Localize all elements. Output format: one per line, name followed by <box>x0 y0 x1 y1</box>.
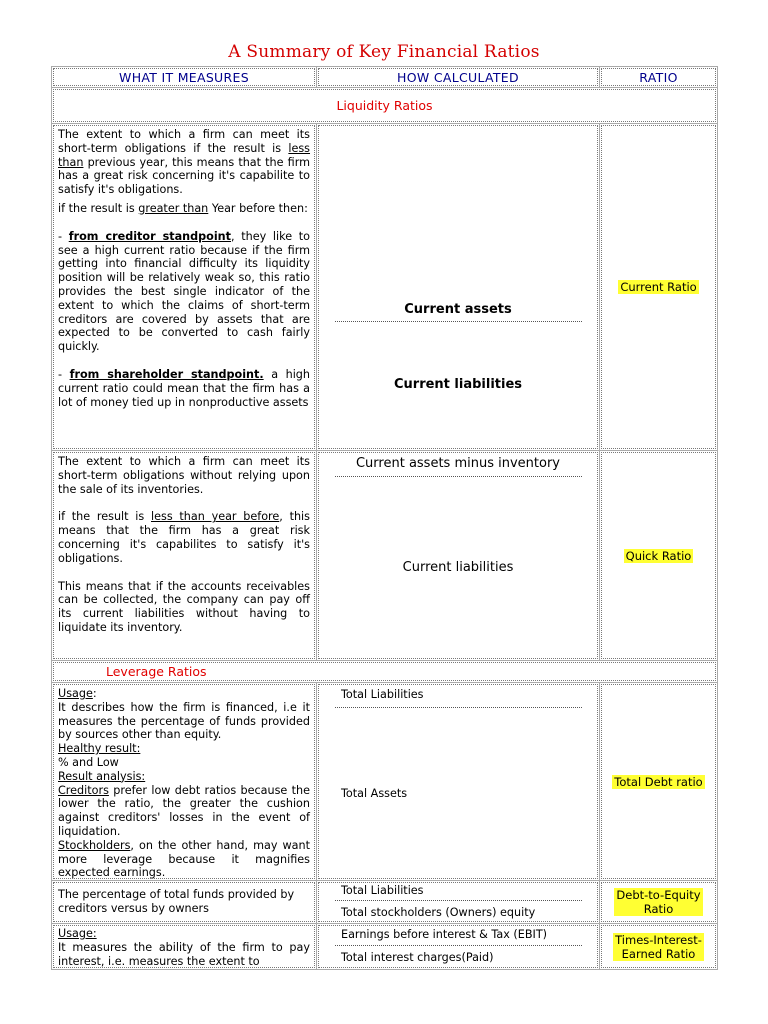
cr-p1-end: previous year, this means that the firm has a great risk concerning it's capabilite to satisfy it's obligations. <box>58 155 310 197</box>
debt-equity-label <box>614 888 702 916</box>
tie-numerator: Earnings before interest & Tax (EBIT) <box>341 928 548 941</box>
fraction-line <box>335 476 582 477</box>
cr-p4-dash: - <box>58 367 63 381</box>
tie-usage-label: Usage: <box>58 927 97 940</box>
tie-denominator: Total interest charges(Paid) <box>341 951 494 964</box>
fraction-line <box>335 321 582 322</box>
cr-p3-dash: - <box>58 229 63 243</box>
document-title: A Summary of Key Financial Ratios <box>228 42 540 62</box>
times-interest-description <box>51 923 317 970</box>
cr-p1-underlined: less than <box>58 141 311 169</box>
td-usage-colon: : <box>92 687 97 700</box>
cr-p2-end: Year before then: <box>211 201 308 215</box>
times-interest-label-line2: Earned Ratio <box>621 946 696 961</box>
debt-equity-cell <box>599 880 718 924</box>
quick-ratio-cell <box>599 450 718 661</box>
qr-p2-underlined: less than year before <box>151 510 280 524</box>
qr-p1: The extent to which a firm can meet its short-term obligations without relying upon the sale of its inventories. <box>58 455 310 496</box>
qr-denominator: Current liabilities <box>402 560 514 575</box>
td-healthy-text: % and Low <box>58 755 119 769</box>
fraction-line <box>335 945 582 946</box>
total-debt-formula <box>316 682 600 881</box>
td-analysis-label: Result analysis: <box>58 769 146 783</box>
td-numerator: Total Liabilities <box>341 688 424 701</box>
debt-equity-label-line2: Ratio <box>643 902 674 916</box>
header-what-it-measures: WHAT IT MEASURES <box>51 66 317 88</box>
cr-p1: The extent to which a firm can meet its short-term obligations if the result is <box>58 128 310 155</box>
total-debt-description <box>51 682 317 881</box>
debt-equity-formula <box>316 880 600 924</box>
td-creditors-text: prefer low debt ratios because the lower the ratio, the greater the cushion against creditors' losses in the event of liquidation. <box>58 783 310 838</box>
current-ratio-description <box>51 123 317 451</box>
times-interest-label <box>613 933 704 961</box>
current-ratio-label: Current Ratio <box>620 280 697 294</box>
cr-numerator: Current assets <box>404 302 512 317</box>
td-denominator: Total Assets <box>341 787 408 800</box>
current-ratio-formula <box>316 123 600 451</box>
quick-ratio-label: Quick Ratio <box>625 548 692 563</box>
fraction-line <box>335 707 582 708</box>
td-usage-text: It describes how the firm is financed, i.e it measures the percentage of funds provided by sources other than equity. <box>58 700 310 742</box>
qr-p2: if the result is <box>58 510 145 524</box>
times-interest-label-line1: Times-Interest- <box>615 932 702 947</box>
header-how-calculated: HOW CALCULATED <box>316 66 600 88</box>
cr-shareholder-standpoint: from shareholder standpoint. <box>69 367 264 381</box>
debt-equity-label-line1: Debt-to-Equity <box>616 888 701 902</box>
qr-p3: This means that if the accounts receivables can be collected, the company can pay off its current liabilities without having to liquidate its inventory. <box>58 579 310 634</box>
debt-equity-description: The percentage of total funds provided by creditors versus by owners <box>51 880 317 924</box>
quick-ratio-description <box>51 450 317 661</box>
td-healthy-label: Healthy result: <box>58 742 141 756</box>
tie-text: It measures the ability of the firm to pay interest, i.e. measures the extent to <box>58 940 310 968</box>
cr-p3-end: , they like to see a high current ratio because if the firm getting into financial difficulty its liquidity position will be relatively weak so, this ratio provides the best single indicator of the extent to which the claims of short-term creditors are covered by assets that are expected to be converted to cash fairly quickly. <box>58 229 310 354</box>
de-numerator: Total Liabilities <box>341 884 424 897</box>
cr-denominator: Current liabilities <box>393 377 522 392</box>
td-stockholders-label: Stockholders <box>58 838 131 852</box>
fraction-line <box>335 900 582 901</box>
td-stockholders-text: , on the other hand, may want more leverage because it magnifies expected earnings. <box>58 838 310 880</box>
current-ratio-cell <box>599 123 718 451</box>
td-usage-label: Usage <box>58 687 93 700</box>
total-debt-label: Total Debt ratio <box>614 774 703 789</box>
qr-p2-end: , this means that the firm has a great risk concerning it's capabilites to satisfy it's obligations. <box>58 510 310 565</box>
times-interest-cell <box>599 923 718 970</box>
td-creditors-label: Creditors <box>58 783 109 797</box>
de-denominator: Total stockholders (Owners) equity <box>341 906 536 919</box>
times-interest-formula <box>316 923 600 970</box>
cr-p4-end: a high current ratio could mean that the firm has a lot of money tied up in nonproductive assets <box>58 367 310 409</box>
cr-creditor-standpoint: from creditor standpoint <box>68 229 231 243</box>
ratios-table <box>51 66 718 970</box>
quick-ratio-formula <box>316 450 600 661</box>
section-liquidity-ratios: Liquidity Ratios <box>51 87 718 124</box>
cr-p2-underlined: greater than <box>138 201 209 215</box>
header-ratio: RATIO <box>599 66 718 88</box>
total-debt-cell <box>599 682 718 881</box>
qr-numerator: Current assets minus inventory <box>355 456 560 471</box>
section-leverage-ratios: Leverage Ratios <box>51 660 718 683</box>
cr-p2: if the result is <box>58 201 135 215</box>
